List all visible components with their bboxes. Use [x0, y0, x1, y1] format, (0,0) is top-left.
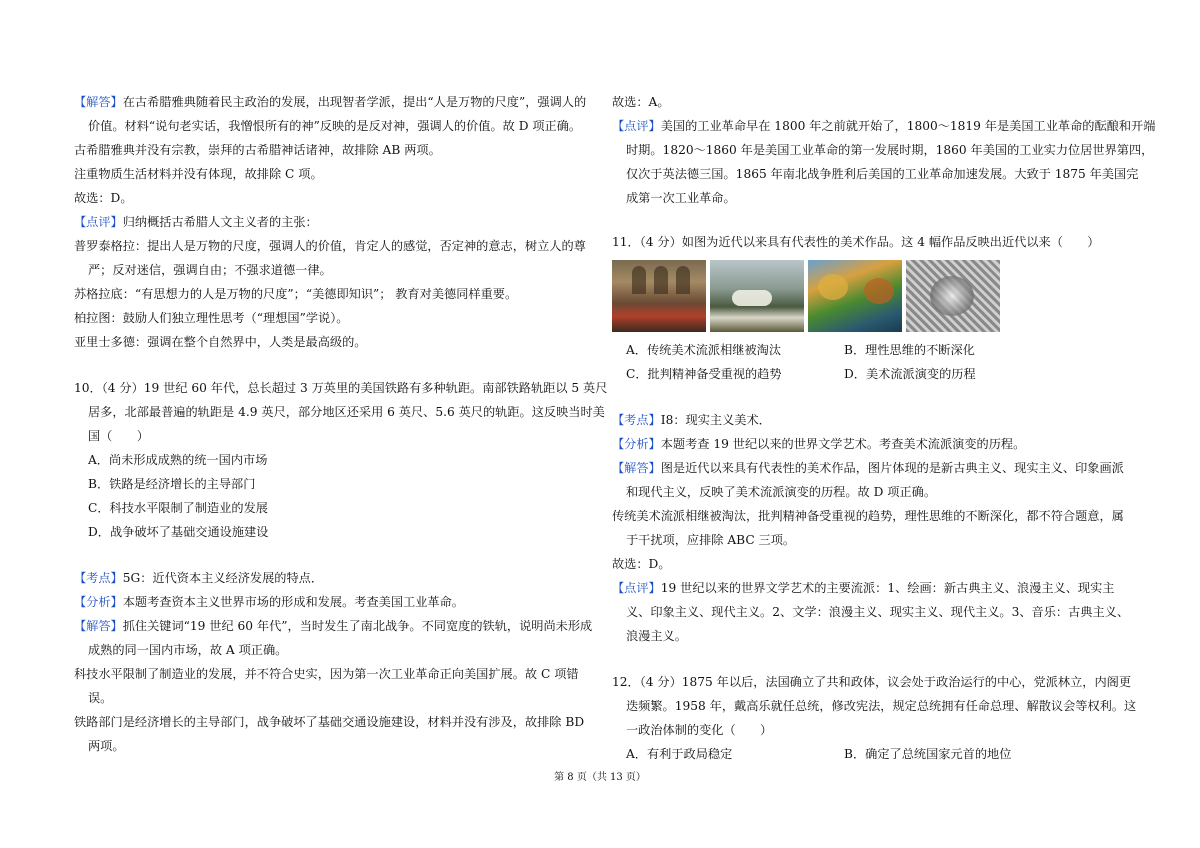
answer-option: A．有利于政局稳定 — [626, 747, 733, 761]
answer-option: B．铁路是经济增长的主导部门 — [88, 477, 256, 491]
section-tag: 【解答】 — [74, 619, 123, 633]
line-text: 浪漫主义。 — [626, 629, 687, 643]
section-tag: 【解答】 — [612, 461, 661, 475]
text-line — [74, 590, 594, 614]
artwork-images — [612, 260, 1136, 332]
text-line — [74, 306, 594, 330]
answer-option: C．批判精神备受重视的趋势 — [626, 367, 782, 381]
line-text: 科技水平限制了制造业的发展，并不符合史实，因为第一次工业革命正向美国扩展。故 C 项错 — [74, 667, 579, 681]
text-line — [612, 552, 1136, 576]
text-line — [74, 258, 594, 282]
line-text: 故选：D。 — [612, 557, 671, 571]
spacer — [612, 210, 1136, 230]
text-line — [74, 638, 594, 662]
line-text: 柏拉图：鼓励人们独立理性思考（“理想国”学说）。 — [74, 311, 349, 325]
answer-option: B．确定了总统国家元首的地位 — [844, 747, 1012, 761]
text-line — [74, 282, 594, 306]
text-line — [74, 138, 594, 162]
text-line — [74, 662, 594, 686]
text-line — [74, 234, 594, 258]
answer-option-row — [612, 362, 1136, 386]
question-stem: 10．（4 分）19 世纪 60 年代，总长超过 3 万英里的美国铁路有多种轨距。南部铁路轨距以 5 英尺 — [74, 381, 608, 395]
line-text: 古希腊雅典并没有宗教，崇拜的古希腊神话诸神，故排除 AB 两项。 — [74, 143, 441, 157]
answer-option-row — [612, 338, 1136, 362]
text-line — [612, 90, 1136, 114]
line-text: 归纳概括古希腊人文主义者的主张： — [122, 215, 318, 229]
artwork-image — [808, 260, 902, 332]
line-text: I8：现实主义美术． — [660, 413, 771, 427]
line-text: 和现代主义，反映了美术流派演变的历程。故 D 项正确。 — [626, 485, 937, 499]
line-text: 两项。 — [88, 739, 125, 753]
section-tag: 【点评】 — [612, 581, 661, 595]
line-text: 注重物质生活材料并没有体现，故排除 C 项。 — [74, 167, 323, 181]
line-text: 图是近代以来具有代表性的美术作品，图片体现的是新古典主义、现实主义、印象画派 — [660, 461, 1124, 475]
line-text: 仅次于英法德三国。1865 年南北战争胜利后美国的工业革命加速发展。大致于 1875 年美国完 — [626, 167, 1139, 181]
text-line — [74, 90, 594, 114]
right-column — [612, 90, 1156, 766]
line-text: 误。 — [88, 691, 113, 705]
text-line — [612, 456, 1136, 480]
page-footer: 第 8 页（共 13 页） — [554, 772, 646, 783]
line-text: 普罗泰格拉：提出人是万物的尺度，强调人的价值，肯定人的感觉，否定神的意志，树立人的尊 — [74, 239, 586, 253]
text-line — [612, 624, 1136, 648]
answer-option: B．理性思维的不断深化 — [844, 343, 975, 357]
line-text: 19 世纪以来的世界文学艺术的主要流派：1、绘画：新古典主义、浪漫主义、现实主 — [660, 581, 1115, 595]
question-stem: 一政治体制的变化（ ） — [626, 723, 773, 737]
spacer — [612, 386, 1136, 408]
text-line — [74, 686, 594, 710]
line-text: 成第一次工业革命。 — [626, 191, 736, 205]
text-line — [612, 138, 1154, 162]
line-text: 义、印象主义、现代主义。2、文学：浪漫主义、现实主义、现代主义。3、音乐：古典主义、 — [626, 605, 1130, 619]
line-text: 在古希腊雅典随着民主政治的发展，出现智者学派，提出“人是万物的尺度”，强调人的 — [122, 95, 587, 109]
section-tag: 【考点】 — [612, 413, 661, 427]
line-text: 成熟的同一国内市场，故 A 项正确。 — [88, 643, 288, 657]
line-text: 本题考查资本主义世界市场的形成和发展。考查美国工业革命。 — [122, 595, 464, 609]
line-text: 抓住关键词“19 世纪 60 年代”，当时发生了南北战争。不同宽度的铁轨，说明尚未形成 — [122, 619, 593, 633]
question-stem: 迭频繁。1958 年，戴高乐就任总统，修改宪法，规定总统拥有任命总理、解散议会等权利。这 — [626, 699, 1137, 713]
text-line — [612, 186, 1136, 210]
text-line — [74, 114, 594, 138]
text-line — [74, 710, 594, 734]
line-text: 严；反对迷信，强调自由；不强求道德一律。 — [88, 263, 332, 277]
spacer — [74, 544, 594, 566]
text-line — [74, 210, 594, 234]
line-text: 铁路部门是经济增长的主导部门，战争破坏了基础交通设施建设，材料并没有涉及，故排除 BD — [74, 715, 585, 729]
question-stem: 12．（4 分）1875 年以后，法国确立了共和政体，议会处于政治运行的中心，党派林立，内阁更 — [612, 675, 1132, 689]
text-line — [74, 162, 594, 186]
section-tag: 【分析】 — [612, 437, 661, 451]
line-text: 美国的工业革命早在 1800 年之前就开始了，1800～1819 年是美国工业革命的酝酿和开端 — [660, 119, 1156, 133]
artwork-image — [710, 260, 804, 332]
spacer — [74, 354, 594, 376]
text-line — [74, 614, 594, 638]
line-text: 本题考查 19 世纪以来的世界文学艺术。考查美术流派演变的历程。 — [660, 437, 1026, 451]
answer-option-row — [612, 742, 1136, 766]
section-tag: 【考点】 — [74, 571, 123, 585]
text-line — [612, 576, 1136, 600]
answer-option: A．尚未形成成熟的统一国内市场 — [88, 453, 268, 467]
answer-option: A．传统美术流派相继被淘汰 — [626, 343, 782, 357]
text-line — [612, 432, 1136, 456]
line-text: 故选：A。 — [612, 95, 670, 109]
text-line — [612, 528, 1136, 552]
text-line — [612, 114, 1156, 138]
line-text: 苏格拉底：“有思想力的人是万物的尺度”；“美德即知识”； 教育对美德同样重要。 — [74, 287, 518, 301]
line-text: 传统美术流派相继被淘汰，批判精神备受重视的趋势，理性思维的不断深化，都不符合题意，属 — [612, 509, 1124, 523]
section-tag: 【点评】 — [612, 119, 661, 133]
question-stem: 11．（4 分）如图为近代以来具有代表性的美术作品。这 4 幅作品反映出近代以来（ ） — [612, 235, 1100, 249]
text-line — [74, 734, 594, 758]
section-tag: 【分析】 — [74, 595, 123, 609]
text-line — [612, 162, 1139, 186]
line-text: 故选：D。 — [74, 191, 133, 205]
section-tag: 【解答】 — [74, 95, 123, 109]
line-text: 时期。1820～1860 年是美国工业革命的第一发展时期，1860 年美国的工业实力位居世界第四， — [626, 143, 1154, 157]
text-line — [612, 600, 1136, 624]
line-text: 亚里士多德：强调在整个自然界中，人类是最高级的。 — [74, 335, 367, 349]
left-column — [74, 90, 608, 758]
line-text: 5G：近代资本主义经济发展的特点． — [122, 571, 324, 585]
text-line — [74, 566, 594, 590]
answer-option: C．科技水平限制了制造业的发展 — [88, 501, 268, 515]
answer-option: D．美术流派演变的历程 — [844, 367, 976, 381]
question-stem: 居多，北部最普遍的轨距是 4.9 英尺，部分地区还采用 6 英尺、5.6 英尺的轨距。这反映当时美 — [88, 405, 605, 419]
artwork-image — [612, 260, 706, 332]
spacer — [612, 648, 1136, 670]
text-line — [74, 186, 594, 210]
section-tag: 【点评】 — [74, 215, 123, 229]
question-stem: 国（ ） — [88, 429, 149, 443]
text-line — [74, 330, 594, 354]
answer-option: D．战争破坏了基础交通设施建设 — [88, 525, 269, 539]
text-line — [612, 504, 1136, 528]
text-line — [612, 408, 1136, 432]
line-text: 价值。材料“说句老实话，我憎恨所有的神”反映的是反对神，强调人的价值。故 D 项正确。 — [88, 119, 582, 133]
text-line — [612, 480, 1136, 504]
line-text: 于干扰项，应排除 ABC 三项。 — [626, 533, 796, 547]
artwork-image — [906, 260, 1000, 332]
